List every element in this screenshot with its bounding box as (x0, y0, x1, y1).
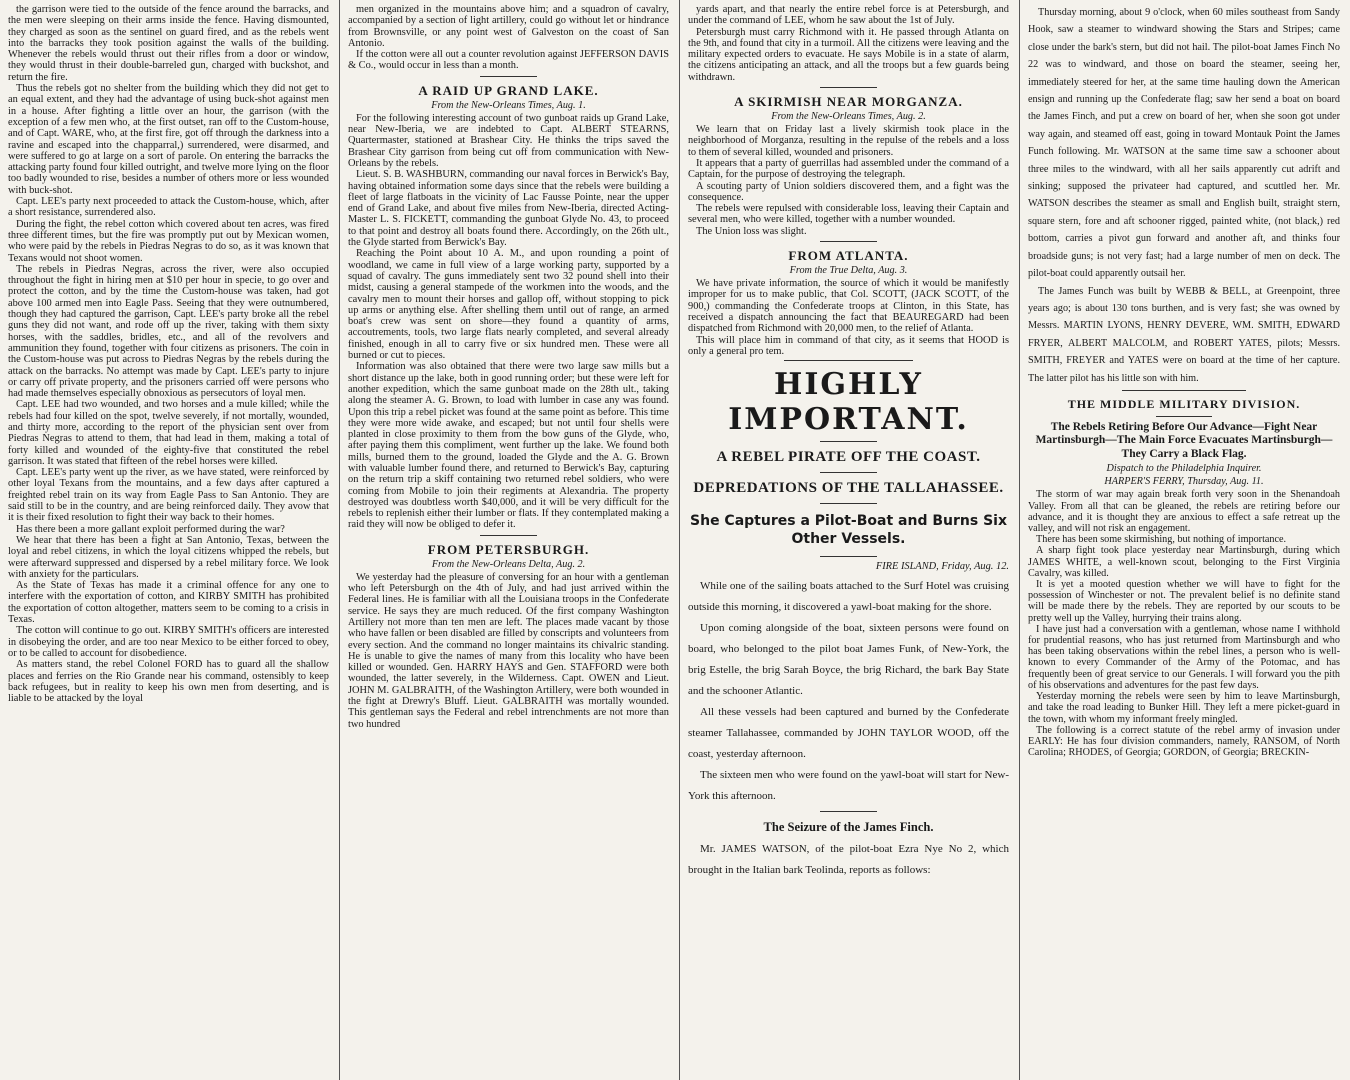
article-paragraph: Mr. JAMES WATSON, of the pilot-boat Ezra Nye No 2, which brought in the Italian bark Teolinda, reports as follows: (688, 843, 1009, 877)
dispatch-line: Dispatch to the Philadelphia Inquirer. (1106, 463, 1262, 475)
divider (1156, 416, 1212, 417)
divider (480, 535, 538, 536)
dateline: FIRE ISLAND, Friday, Aug. 12. (875, 561, 1009, 573)
divider (820, 87, 878, 88)
article-paragraph: All these vessels had been captured and burned by the Confederate steamer Tallahassee, commanded by JOHN TAYLOR WOOD, off the coast, yesterday afternoon. (688, 706, 1009, 761)
article-paragraph: Thus the rebels got no shelter from the building which they did not get to an equal extent, and they had the advantage of using buck-shot against men in a house. After fighting a little over an hour, the garrison (with the exception of a few men who, at the first outset, ran off to the Custom-house, and of Capt. WARE, who, at the first fire, got off through the darkness into a ravine and escaped into the chapparral,) surrendered, were disarmed, and were suffered to go at large on a sort of parole. On entering the barracks the attacking party found four killed outright, and twelve more lying on the floor too badly wounded to rise, besides a number of others more or less wounded with buck-shot. (8, 83, 329, 196)
article-paragraph: Lieut. S. B. WASHBURN, commanding our naval forces in Berwick's Bay, having obtained information some days since that the rebels were building a fleet of large flatboats in the vicinity of Lac Fausse Pointe, near the upper end of Grand Lake, and about five miles from New-Iberia, directed Acting-Master L. S. FICKETT, commanding the gunboat Glyde No. 43, to proceed to that point and destroy all boats found there. Accordingly, on the 26th ult., the Glyde started from Berwick's Bay. (348, 169, 669, 249)
divider (784, 360, 912, 361)
article-paragraph: As the State of Texas has made it a criminal offence for any one to interfere with the exportation of cotton, and KIRBY SMITH has prohibited the exportation of cotton altogether, matters seem to be coming to a crisis in Texas. (8, 580, 329, 626)
column-3 (680, 0, 1020, 1080)
dateline: From the New-Orleans Times, Aug. 2. (771, 111, 926, 123)
subheadline-seizure: The Seizure of the James Finch. (763, 820, 934, 835)
divider (820, 241, 878, 242)
deck-headline: The Rebels Retiring Before Our Advance—Fight Near Martinsburgh—The Main Force Evacuates Martinsburgh—They Carry a Black Flag. (1035, 420, 1333, 460)
divider (820, 811, 878, 812)
deck-headline: DEPREDATIONS OF THE TALLAHASSEE. (693, 480, 1004, 497)
article-paragraph: We yesterday had the pleasure of conversing for an hour with a gentleman who left Petersburgh on the 4th of July, and had just arrived within the Federal lines. He is familiar with all the Louisiana troops in the Confederate service. He says they are much reduced. Of the first company Washington Artillery not more than ten men are left. The places made vacant by those who have fallen or been disabled are filled by conscripts and volunteers from every section. And the command no longer maintains its chivalric standing. He is unable to give the names of many from this locality who have been killed or wounded. Gen. HARRY HAYS and Gen. STAFFORD were both wounded, the latter severely, in the Wilderness. Capt. OWEN and Lieut. JOHN M. GALBRAITH, of the Washington Artillery, were both wounded in the fight at Drewry's Bluff. Lieut. GALBRAITH was mortally wounded. This gentleman says the Federal and rebel intrenchments are not more than two hundred (348, 571, 669, 730)
dateline: From the New-Orleans Delta, Aug. 2. (431, 558, 586, 570)
article-paragraph: Has there been a more gallant exploit performed during the war? (16, 523, 285, 535)
article-paragraph: If the cotton were all out a counter revolution against JEFFERSON DAVIS & Co., would occur in less than a month. (348, 49, 669, 72)
article-paragraph: A scouting party of Union soldiers discovered them, and a fight was the consequence. (688, 180, 1009, 203)
article-paragraph: We have private information, the source of which it would be manifestly improper for us to make public, that Col. SCOTT, (JACK SCOTT, of the 900,) commanding the Confederate troops at Clinton, in this State, has received a dispatch announcing the fact that BEAUREGARD had been dispatched from Richmond with 20,000 men, to the relief of Atlanta. (688, 278, 1009, 335)
article-paragraph: As matters stand, the rebel Colonel FORD has to guard all the shallow places and ferries on the Rio Grande near his command, ostensibly to keep back refugees, but in reality to keep his own men from deserting, and is liable to be attacked by the loyal (8, 659, 329, 705)
headline-middle-division: THE MIDDLE MILITARY DIVISION. (1067, 396, 1301, 411)
article-paragraph: It is yet a mooted question whether we will have to fight for the possession of Winchester or not. The prevalent belief is no definite stand will be made there by the rebels. They are reported by our scouts to be pretty well up the Valley, hurrying their trains along. (1028, 579, 1340, 624)
column-1 (0, 0, 340, 1080)
article-paragraph: Information was also obtained that there were two large saw mills but a short distance up the lake, both in good running order; but these were left for another expedition, which the same gunboat made on the 28th ult., taking along the steamer A. G. Brown, to load with lumber in case any was found. Upon this trip a rebel picket was found at the same point as before. This time they were more wide awake, and escaped; but not until four shells were planted in close proximity to them from the bow guns of the Glyde, who, after paying them this compliment, went further up the lake. We found both mills, burned them to the ground, loaded the Glyde and the A. G. Brown with valuable lumber found there, and returned to Berwick's Bay, capturing on the return trip a skiff containing two returned rebel soldiers, who were coming from Mobile to join their regiments at Alexandria. The property destroyed was doubtless worth $40,000, and it will be very difficult for the rebels to replenish either their lumber or flats. If they contemplated making a raid they will now be obliged to defer it. (348, 361, 669, 531)
article-paragraph: Thursday morning, about 9 o'clock, when 60 miles southeast from Sandy Hook, saw a steamer to windward showing the Stars and Stripes; came close under the bark's stern, but did not hail. The pilot-boat James Finch No 22 was to windward, and those on board the steamer, seeing her, immediately steered for her, at the same time hauling down the American ensign and running up the Confederate flag; saw her send a boat on board the James Finch, and put a crew on board of her, when she soon got under way again, and steamed off east, going in toward Montauk Point the James Funch following. Mr. WATSON at the same time saw a schooner about three miles to the windward, with all her sails apparently cut adrift and sinking; supposed the privateer had captured, and scuttled her. Mr. WATSON describes the steamer as small and English built, straight stern, square stern, fore and aft schooner rigged, painted white, (not black,) red bottom, carries a pivot gun forward and another aft, and thinks four broadside guns; is not very fast; had a large number of men on deck. The pilot-boat could apparently outsail her. (1028, 7, 1340, 280)
article-paragraph: Capt. LEE had two wounded, and two horses and a mule killed; while the rebels had four killed on the spot, twelve severely, if not mortally, wounded, and thirty more, according to the report of the physician sent over from Piedras Negras to attend to them, that had lead in them, making a total of forty killed and wounded of the eighty-five that constituted the rebel garrison. It was stated that fifteen of the rebel horses were killed. (8, 399, 329, 467)
article-paragraph: A sharp fight took place yesterday near Martinsburgh, during which JAMES WHITE, a well-known scout, belonging to the First Virginia Cavalry, was killed. (1028, 545, 1340, 579)
divider (820, 503, 878, 504)
dateline: From the True Delta, Aug. 3. (789, 265, 908, 277)
article-paragraph: The rebels were repulsed with considerable loss, leaving their Captain and several men, who were killed, together with a number wounded. (688, 203, 1009, 226)
column-2 (340, 0, 680, 1080)
dateline: From the New-Orleans Times, Aug. 1. (431, 99, 586, 111)
article-paragraph: Yesterday morning the rebels were seen by him to leave Martinsburgh, and take the road leading to Bunker Hill. They left a mere picket-guard in the town, with whom my informant freely mingled. (1028, 691, 1340, 725)
article-paragraph: Capt. LEE's party next proceeded to attack the Custom-house, which, after a short resistance, surrendered also. (8, 196, 329, 219)
divider (820, 441, 878, 442)
column-4 (1020, 0, 1350, 1080)
article-paragraph: For the following interesting account of two gunboat raids up Grand Lake, near New-Iberia, we are indebted to Capt. ALBERT STEARNS, Quartermaster, stationed at Brashear City. He thinks the trips saved the Brashear City garrison from being cut off from communication with New-Orleans by the rebels. (348, 112, 669, 169)
article-paragraph: We hear that there has been a fight at San Antonio, Texas, between the loyal and rebel citizens, in which the loyal citizens whipped the rebels, but were afterward suppressed and dispersed by a rebel military force. We look with anxiety for the particulars. (8, 534, 329, 580)
headline-raid: A RAID UP GRAND LAKE. (418, 82, 599, 98)
article-paragraph: This will place him in command of that city, as it seems that HOOD is only a general pro tem. (688, 334, 1009, 357)
article-paragraph: There has been some skirmishing, but nothing of importance. (1036, 534, 1287, 546)
article-paragraph: Upon coming alongside of the boat, sixteen persons were found on board, who belonged to the pilot boat James Funk, of New-York, the brig Estelle, the brig Sarah Boyce, the brig Richard, the bark Bay State and the schooner Atlantic. (688, 622, 1009, 698)
article-paragraph: Capt. LEE's party went up the river, as we have stated, were reinforced by other loyal Texans from the mountains, and a few days after captured a freighted rebel train on its way from Eagle Pass to San Antonio. They are said still to be in the country, and are being reinforced daily. They avow that it is their fixed resolution to fight their way back to their homes. (8, 467, 329, 524)
article-paragraph: Petersburgh must carry Richmond with it. He passed through Atlanta on the 9th, and found that city in a turmoil. All the citizens were leaving and the military expected orders to evacuate. He says Mobile is in a state of alarm, the citizens anticipating an attack, and all the troops but a few guards being withdrawn. (688, 26, 1009, 83)
article-paragraph: Reaching the Point about 10 A. M., and upon rounding a point of woodland, we came in full view of a large working party, supported by a squad of cavalry. The guns immediately sent two 32 pound shell into their midst, causing a general stampede of the workmen into the woods, and the cavalry men to mount their horses and gallop off, without stopping to pick up arms or anything else. After shelling them until out of range, an armed boat's crew was sent on shore—they found a quantity of arms, accoutrements, tools, two large flats nearly completed, and several already finished, enough in all to carry five or six hundred men. These were all burned or cut to pieces. (348, 248, 669, 362)
article-paragraph: the garrison were tied to the outside of the fence around the barracks, and the men were sleeping on their arms inside the fence. Having dismounted, they charged as soon as the sentinel on guard fired, and as the rebels went into the barracks they took position against the walls of the building. Whenever the rebels would thrust out their rifles from a door or window, they would thrust in their double-barreled gun, charged with buckshot, and return the fire. (8, 4, 329, 83)
headline-skirmish: A SKIRMISH NEAR MORGANZA. (734, 94, 963, 110)
deck-headline: A REBEL PIRATE OFF THE COAST. (716, 449, 981, 466)
divider (480, 76, 538, 77)
article-paragraph: The following is a correct statute of the rebel army of invasion under EARLY: He has four division commanders, namely, RANSOM, of North Carolina; RHODES, of Georgia; GORDON, of Georgia; BRECKIN- (1028, 724, 1340, 759)
article-paragraph: yards apart, and that nearly the entire rebel force is at Petersburgh, and under the command of LEE, whom he saw about the 1st of July. (688, 4, 1009, 27)
article-paragraph: I have just had a conversation with a gentleman, whose name I withhold for prudential reasons, who has just returned from Martinsburgh and who has been taking observations within the rebel lines, a person who is well-known to every Commander of the Army of the Potomac, and has frequently been of great service to our Generals. I will forward you the pith of his observations and adventures for the past few days. (1028, 623, 1340, 691)
article-paragraph: The rebels in Piedras Negras, across the river, were also occupied throughout the fight in hiring men at $10 per hour in specie, to go over and protect the cotton, and by the time the Custom-house was taken, had got above 100 armed men into Eagle Pass. Seeing that they were outnumbered, though they had captured the garrison, Capt. LEE's party broke all the rebel guns they did not want, and rode off up the river, taking with them sixty horses, with the saddles, bridles, etc., and all of the revolvers and ammunition they found, together with four citizens as prisoners. The coin in the Custom-house was put across to Piedras Negras by the rebels during the attack on the barracks. No attempt was made by Capt. LEE's party to injure or carry off private property, and the prisoners carried off were persons who had made themselves especially obnoxious as persecutors of loyal men. (8, 263, 329, 400)
divider (820, 556, 878, 557)
article-paragraph: It appears that a party of guerrillas had assembled under the command of a Captain, for the purpose of destroying the telegraph. (688, 157, 1009, 181)
dateline: HARPER'S FERRY, Thursday, Aug. 11. (1104, 476, 1264, 488)
article-paragraph: men organized in the mountains above him; and a squadron of cavalry, accompanied by a section of light artillery, could go without let or hindrance from Brownsville, or any point west of Galveston on the coast of San Antonio. (348, 4, 669, 49)
divider (1122, 390, 1247, 391)
banner-headline: HIGHLY IMPORTANT. (728, 367, 969, 438)
article-paragraph: The storm of war may again break forth very soon in the Shenandoah Valley. From all that can be gleaned, the rebels are retiring before our advance, and it is thought they are anxious to effect a safe retreat up the valley, and will not risk an engagement. (1028, 489, 1340, 535)
deck-subheadline: She Captures a Pilot-Boat and Burns Six Other Vessels. (690, 513, 1007, 548)
divider (820, 472, 878, 473)
article-paragraph: We learn that on Friday last a lively skirmish took place in the neighborhood of Morganza, resulting in the repulse of the rebels and a loss to them of several killed, wounded and prisoners. (688, 124, 1009, 158)
headline-atlanta: FROM ATLANTA. (788, 248, 909, 264)
headline-petersburgh: FROM PETERSBURGH. (427, 541, 590, 557)
article-paragraph: During the fight, the rebel cotton which covered about ten acres, was fired three different times, but the fire was promptly put out by Mexican women, who were paid by the rebels in Piedras Negras to do so, as it was known that Texans would not shoot women. (8, 218, 329, 264)
article-paragraph: The Union loss was slight. (696, 225, 807, 237)
article-paragraph: The sixteen men who were found on the yawl-boat will start for New-York this afternoon. (688, 769, 1009, 803)
article-paragraph: While one of the sailing boats attached to the Surf Hotel was cruising outside this morning, it discovered a yawl-boat making for the shore. (688, 580, 1009, 614)
article-paragraph: The cotton will continue to go out. KIRBY SMITH's officers are interested in disobeying the order, and are too near Mexico to be either forced to obey, or to be called to account for disobedience. (8, 625, 329, 659)
article-paragraph: The James Funch was built by WEBB & BELL, at Greenpoint, three years ago; is about 130 tons burthen, and is very fast; she was owned by Messrs. MARTIN LYONS, HENRY DEVERE, WM. SMITH, EDWARD FRYER, ALBERT MALCOLM, and ROBERT YATES, pilots; Messrs. SMITH, FREYER and YATES were on board at the time of her capture. The latter pilot has his little son with him. (1028, 285, 1340, 384)
